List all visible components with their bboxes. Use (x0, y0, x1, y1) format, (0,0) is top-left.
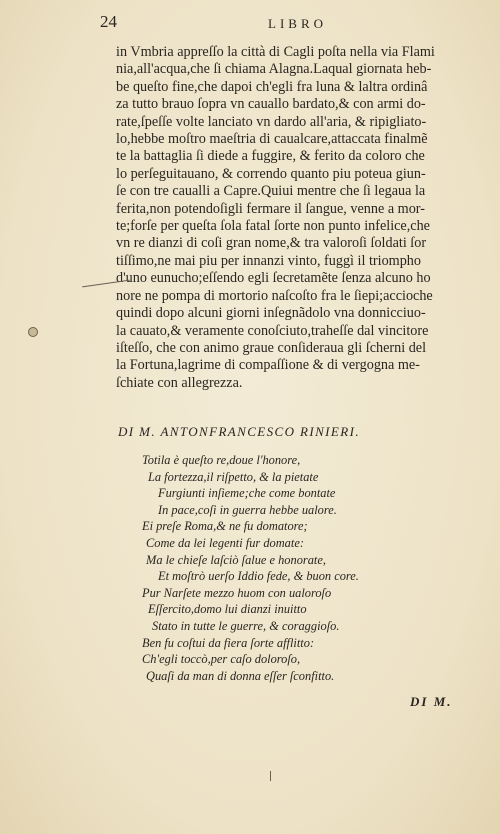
prose-line: in Vmbria appreſſo la città di Cagli poſta nella via Flami (116, 44, 435, 60)
prose-line: tiſſimo,ne mai piu per innanzi vinto, fuggì il triompho (116, 252, 421, 269)
poem-line: Stato in tutte le guerre, & coraggioſo. (152, 618, 340, 633)
prose-line: lo,hebbe moſtro maeſtria di caualcare,attaccata finalmẽ (116, 131, 428, 148)
poem-line: Come da lei legenti fur domate: (146, 535, 304, 550)
page-number: 24 (100, 12, 117, 31)
poem-line: Et moſtrò uerſo Iddio fede, & buon core. (158, 569, 359, 584)
prose-line: nore ne pompa di mortorio naſcoſto fra le ſiepi;accioche (116, 287, 433, 304)
sonnet (142, 452, 482, 684)
poem-line: Totila è queſto re,doue l'honore, (142, 453, 301, 467)
prose-line: ſe con tre caualli a Capre.Quiui mentre che ſi legaua la (116, 183, 426, 200)
prose-line: ſchiate con allegrezza. (116, 374, 243, 391)
poem-heading: DI M. ANTONFRANCESCO RINIERI. (118, 424, 360, 439)
poem-line: Pur Narſete mezzo huom con ualoroſo (142, 585, 332, 600)
prose-line: la cauato,& veramente conoſciuto,traheſſe dal vincitore (116, 322, 429, 339)
poem-line: Ma le chieſe laſciò ſalue e honorate, (146, 552, 326, 567)
prose-line: quindi dopo alcuni giorni inſegnãdolo vna donnicciuo- (116, 305, 426, 322)
prose-line: te la battaglia ſi diede a fuggire, & ferito da coloro che (116, 148, 425, 165)
poem-line: Furgiunti inſieme;che come bontate (158, 486, 336, 501)
prose-line: ferita,non potendoſigli fermare il ſangue, venne a mor- (116, 200, 425, 217)
poem-line: Quaſi da man di donna eſſer ſconfitto. (146, 668, 335, 683)
prose-line: be queſto fine,che dapoi ch'egli fra luna & laltra ordinâ (116, 78, 428, 95)
prose-line: d'uno eunucho;eſſendo egli ſecretamẽte ſenza alcuno ho (116, 270, 431, 287)
prose-line: za tutto brauo ſopra vn cauallo bardato,& con armi do- (116, 96, 426, 113)
prose-block (116, 44, 486, 392)
catchword: DI M. (410, 694, 453, 709)
page-header (0, 8, 500, 38)
bottom-tick-mark (270, 771, 271, 781)
running-head: LIBRO (268, 16, 327, 31)
prose-line: te;forſe per queſta ſola fatal ſorte non punto infelice,che (116, 218, 430, 235)
prose-line: vn re dianzi di coſi gran nome,& tra valoroſi ſoldati ſor (116, 235, 427, 252)
poem-line: Ei preſe Roma,& ne fu domatore; (142, 519, 308, 534)
prose-line: nia,all'acqua,che ſi chiama Alagna.Laqual giornata heb- (116, 61, 432, 78)
prose-line: lo perſeguitauano, & correndo quanto piu poteua giun- (116, 165, 426, 182)
poem-line: Eſſercito,domo lui dianzi inuitto (148, 602, 307, 617)
prose-line: la Fortuna,lagrime di compaſſione & di vergogna me- (116, 357, 420, 374)
prose-line: rate,ſpeſſe volte lanciato vn dardo all'aria, & ripigliato- (116, 113, 427, 130)
prose-line: iſteſſo, che con animo graue conſideraua gli ſcherni del (116, 339, 427, 356)
binding-hole (28, 327, 38, 337)
poem-line: Ben fu coſtui da fiera ſorte afflitto: (142, 635, 315, 650)
poem-line: In pace,coſi in guerra hebbe ualore. (158, 502, 337, 517)
poem-line: Ch'egli toccò,per caſo doloroſo, (142, 652, 301, 667)
poem-line: La fortezza,il riſpetto, & la pietate (148, 469, 319, 484)
